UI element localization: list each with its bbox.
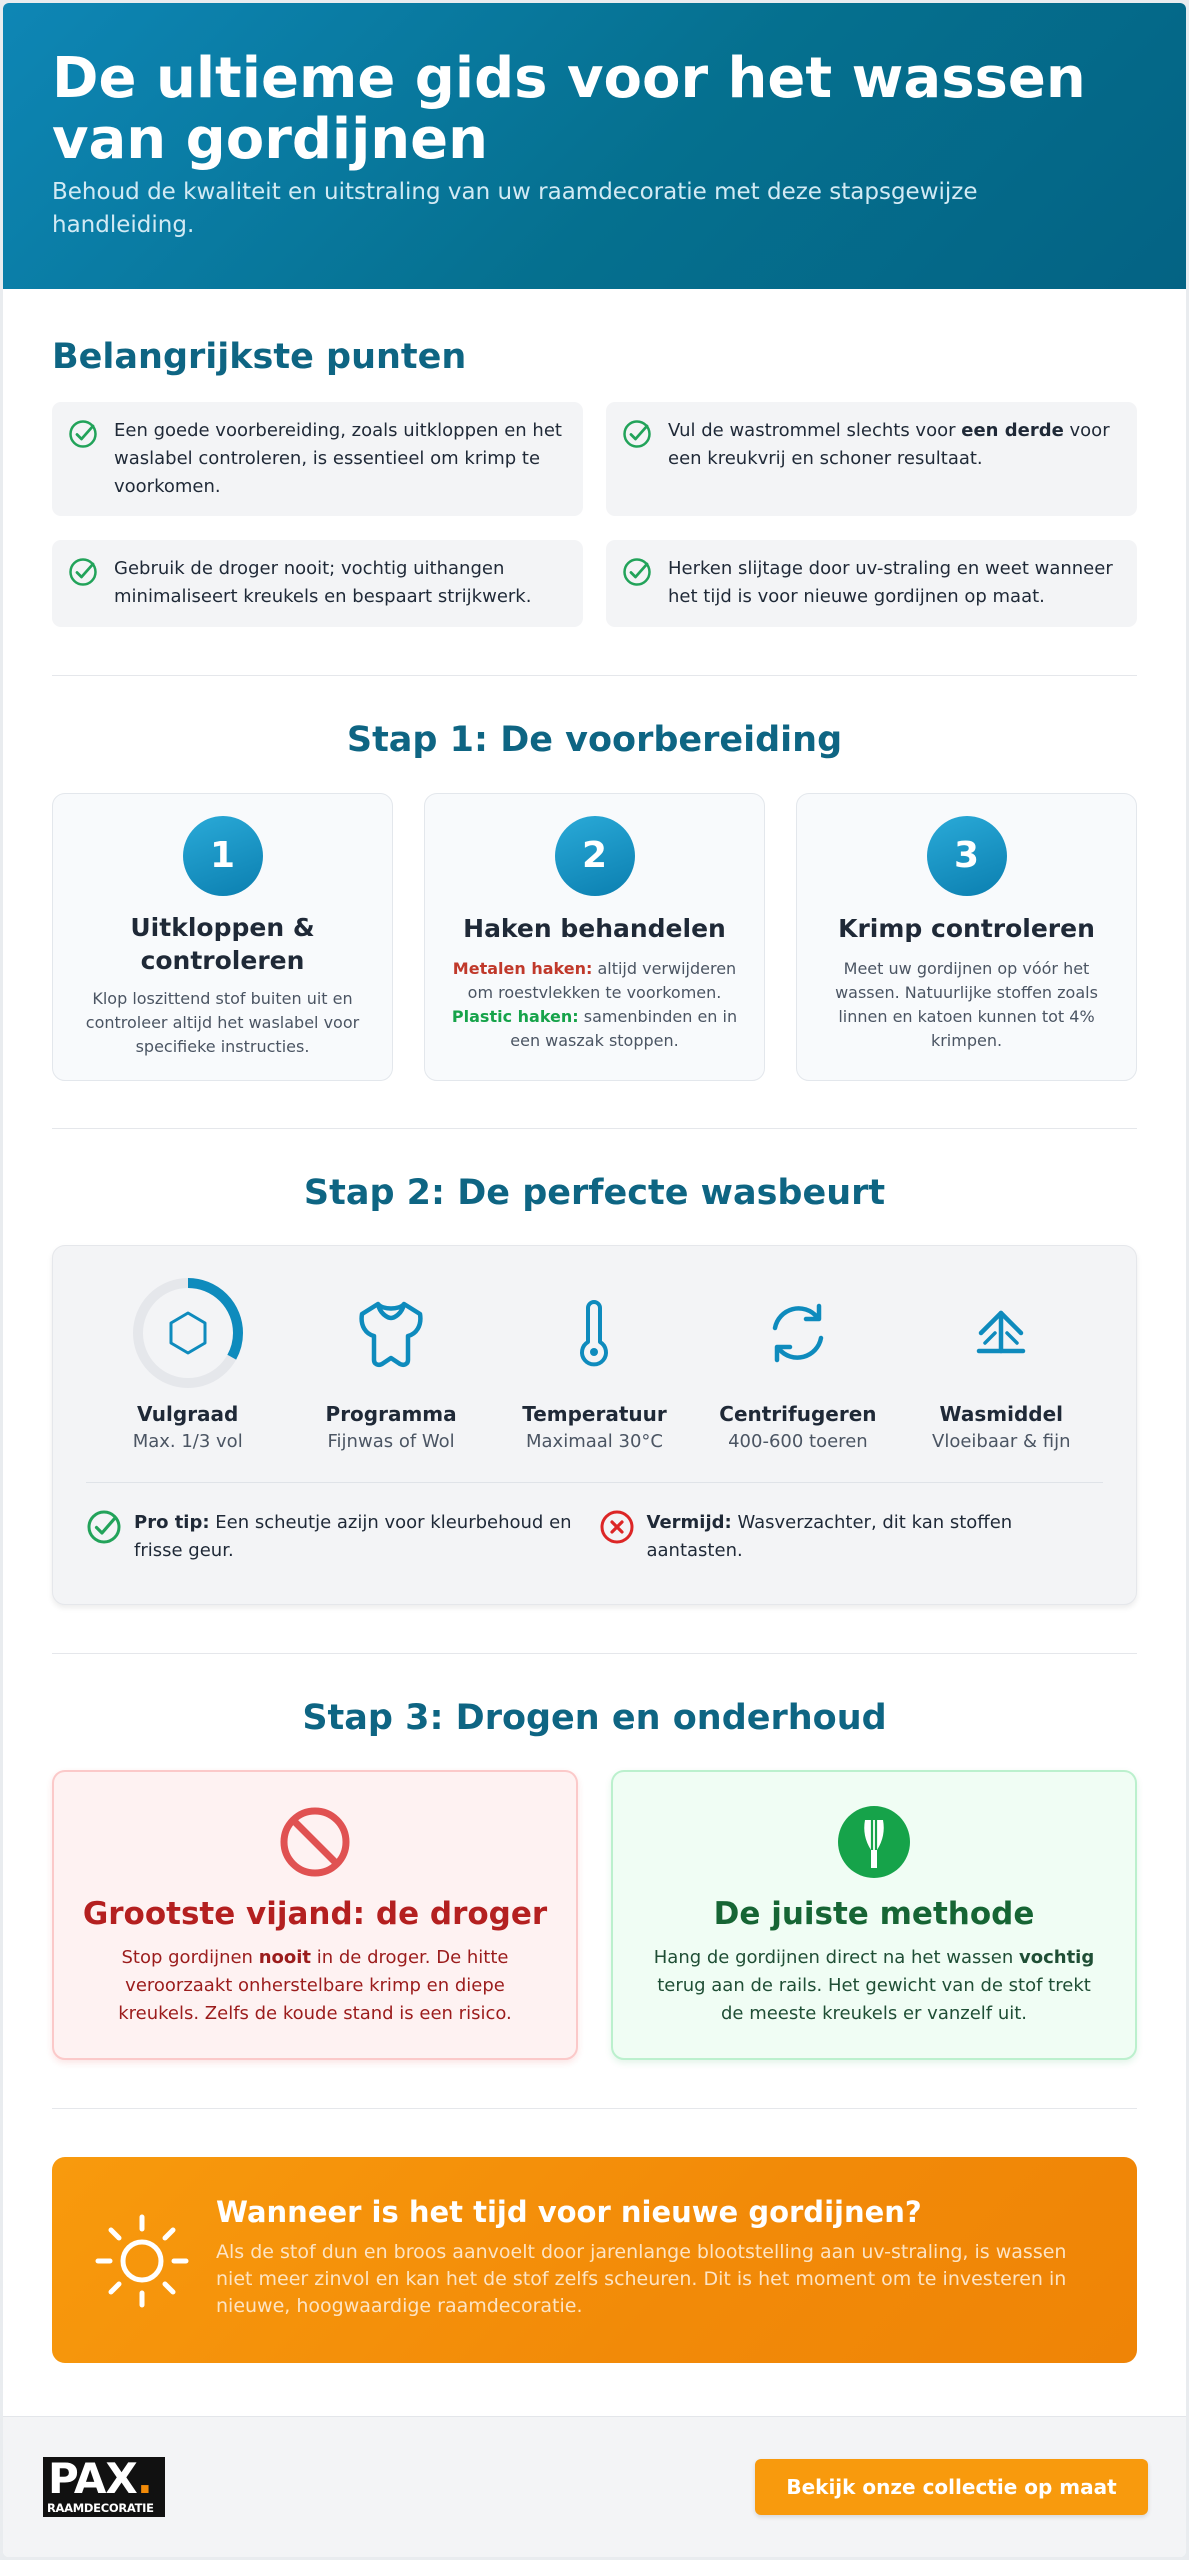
avoid-tip <box>599 1509 1104 1565</box>
key-points-heading: Belangrijkste punten <box>52 337 467 377</box>
wash-tips <box>86 1509 1103 1565</box>
prohibited-icon <box>279 1806 351 1878</box>
step-card <box>424 793 765 1081</box>
drying-cards <box>52 1770 1137 2060</box>
detergent-icon <box>971 1303 1031 1363</box>
wash-settings-row <box>86 1246 1103 1452</box>
step3-heading: Stap 3: Drogen en onderhoud <box>302 1698 887 1738</box>
correct-method-title: De juiste methode <box>713 1896 1035 1932</box>
section-divider <box>52 2108 1137 2109</box>
panel-divider <box>86 1482 1103 1483</box>
step-card <box>796 793 1137 1081</box>
wash-settings-panel <box>52 1245 1137 1605</box>
key-point-text: Een goede voorbereiding, zoals uitkloppen en het waslabel controleren, is essentieel om krimp te voorkomen. <box>114 420 562 497</box>
banner-text: Als de stof dun en broos aanvoelt door jarenlange blootstelling aan uv-straling, is wassen niet meer zinvol en kan het de stof zelfs scheuren. Dit is het moment om te investeren in nieuwe, hoogwaardige raamdecoratie. <box>216 2241 1067 2317</box>
fill-gauge-icon <box>131 1276 245 1390</box>
wash-setting-value: Maximaal 30°C <box>525 1431 663 1452</box>
wash-setting <box>289 1276 492 1452</box>
key-point <box>606 540 1137 627</box>
dryer-warning-text: Stop gordijnen nooit in de droger. De hitte veroorzaakt onherstelbare krimp en diepe kreukels. Zelfs de koude stand is een risico. <box>118 1947 512 2024</box>
x-circle-icon <box>599 1509 635 1545</box>
step1-cards <box>52 793 1137 1081</box>
shirt-icon <box>354 1296 428 1370</box>
step-card-desc: Meet uw gordijnen op vóór het wassen. Natuurlijke stoffen zoals linnen en katoen kunnen tot 4% krimpen. <box>835 959 1098 1050</box>
step-card-desc: Metalen haken: altijd verwijderen om roestvlekken te voorkomen. Plastic haken: samenbinden en in een waszak stoppen. <box>451 959 738 1050</box>
dryer-warning-title: Grootste vijand: de droger <box>82 1896 548 1932</box>
collection-cta-button[interactable]: Bekijk onze collectie op maat <box>755 2459 1148 2515</box>
key-point-text: Gebruik de droger nooit; vochtig uithangen minimaliseert kreukels en bespaart strijkwerk. <box>114 558 532 607</box>
page-subtitle: Behoud de kwaliteit en uitstraling van uw raamdecoratie met deze stapsgewijze handleiding. <box>52 179 978 238</box>
wash-setting-value: Vloeibaar & fijn <box>932 1431 1071 1452</box>
wash-setting <box>696 1276 899 1452</box>
pax-logo[interactable] <box>43 2454 165 2517</box>
section-divider <box>52 1128 1137 1129</box>
wash-setting-title: Temperatuur <box>522 1402 667 1426</box>
dryer-warning-card <box>52 1770 578 2060</box>
page <box>3 3 1186 2557</box>
wash-setting-title: Vulgraad <box>137 1402 239 1426</box>
key-point-text: Vul de wastrommel slechts voor een derde voor een kreukvrij en schoner resultaat. <box>668 420 1110 469</box>
wash-setting-value: Fijnwas of Wol <box>327 1431 455 1452</box>
replacement-banner <box>52 2157 1137 2363</box>
avoid-tip-text: Vermijd: Wasverzachter, dit kan stoffen aantasten. <box>646 1512 1013 1561</box>
logo-wordmark: PAX. <box>48 2454 152 2503</box>
step-card-title: Uitkloppen & controleren <box>130 913 315 975</box>
page-title: De ultieme gids voor het wassen van gordijnen <box>52 46 1086 172</box>
step-number-badge: 2 <box>555 816 635 896</box>
wash-setting-value: 400-600 toeren <box>728 1431 868 1452</box>
check-circle-icon <box>622 557 652 587</box>
wash-setting-title: Centrifugeren <box>719 1402 877 1426</box>
wash-setting-value: Max. 1/3 vol <box>132 1431 243 1452</box>
key-point <box>52 540 583 627</box>
banner-title: Wanneer is het tijd voor nieuwe gordijnen? <box>216 2195 922 2229</box>
hanging-icon <box>838 1806 910 1878</box>
check-circle-icon <box>68 419 98 449</box>
step2-heading: Stap 2: De perfecte wasbeurt <box>303 1173 886 1213</box>
wash-setting <box>86 1276 289 1452</box>
footer <box>3 2416 1186 2557</box>
logo-tagline: RAAMDECORATIE <box>47 2501 154 2515</box>
thermometer-icon <box>574 1298 614 1368</box>
step-number-badge: 3 <box>927 816 1007 896</box>
step-card-title: Krimp controleren <box>838 914 1095 943</box>
key-point-text: Herken slijtage door uv-straling en weet wanneer het tijd is voor nieuwe gordijnen op maat. <box>668 558 1113 607</box>
wash-setting-title: Programma <box>325 1402 457 1426</box>
step-card-title: Haken behandelen <box>463 914 726 943</box>
key-point <box>52 402 583 516</box>
step1-heading: Stap 1: De voorbereiding <box>346 720 843 760</box>
spin-icon <box>765 1300 831 1366</box>
check-circle-icon <box>622 419 652 449</box>
wash-setting-title: Wasmiddel <box>939 1402 1064 1426</box>
step-card-desc: Klop loszittend stof buiten uit en controleer altijd het waslabel voor specifieke instructies. <box>85 989 360 1056</box>
section-divider <box>52 1653 1137 1654</box>
pro-tip <box>86 1509 591 1565</box>
section-divider <box>52 675 1137 676</box>
sun-icon <box>92 2211 192 2311</box>
pro-tip-text: Pro tip: Een scheutje azijn voor kleurbehoud en frisse geur. <box>134 1512 572 1561</box>
key-points-grid <box>52 402 1137 627</box>
wash-setting <box>900 1276 1103 1452</box>
check-circle-icon <box>68 557 98 587</box>
hero-header <box>3 3 1186 289</box>
check-circle-icon <box>86 1509 122 1545</box>
key-point <box>606 402 1137 516</box>
main-content <box>3 337 1186 2363</box>
wash-setting <box>493 1276 696 1452</box>
correct-method-card <box>611 1770 1137 2060</box>
step-card <box>52 793 393 1081</box>
correct-method-text: Hang de gordijnen direct na het wassen vochtig terug aan de rails. Het gewicht van de stof trekt de meeste kreukels er vanzelf uit. <box>653 1947 1095 2024</box>
step-number-badge: 1 <box>183 816 263 896</box>
